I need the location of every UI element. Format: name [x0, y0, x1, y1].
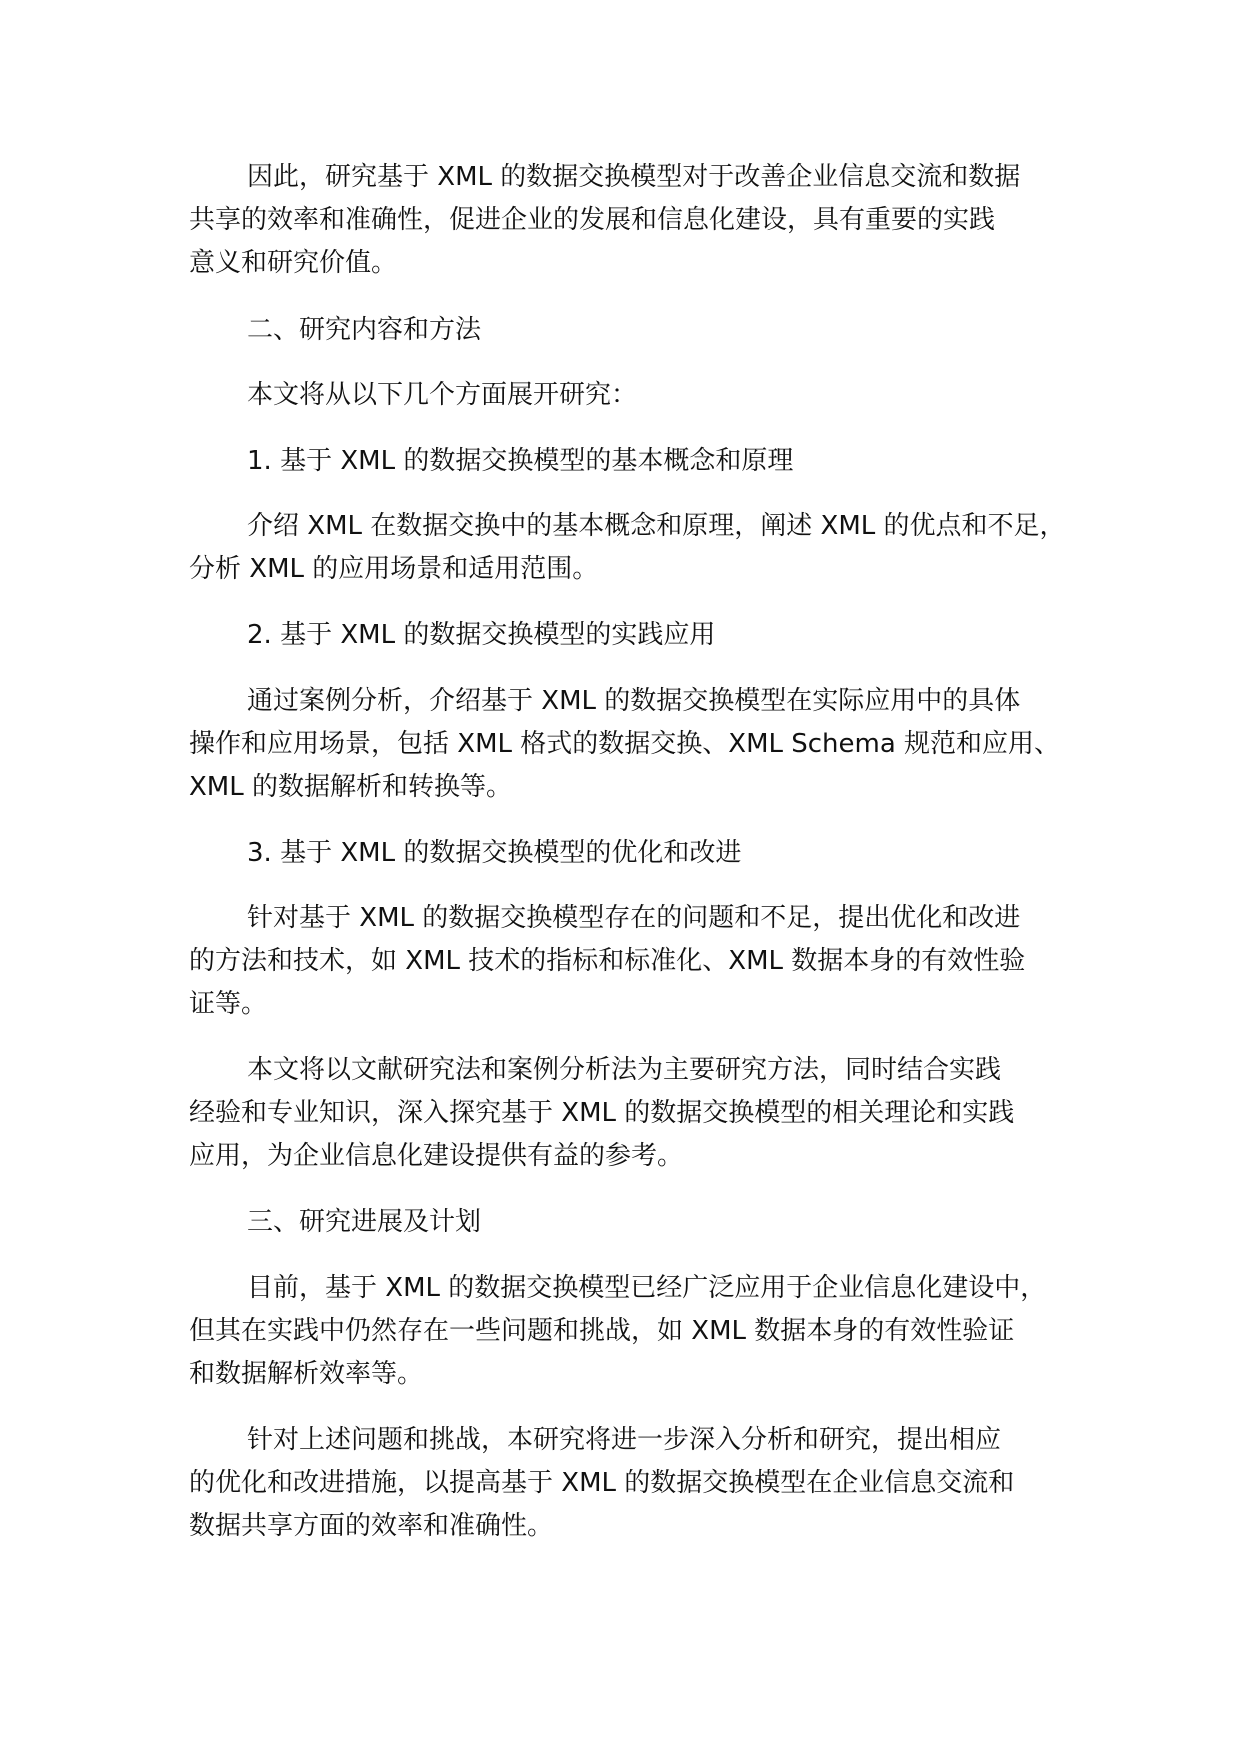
paragraph-line: 针对基于 XML 的数据交换模型存在的问题和不足，提出优化和改进 — [247, 903, 1021, 933]
paragraph-line: 应用，为企业信息化建设提供有益的参考。 — [189, 1141, 684, 1171]
paragraph-line: 本文将从以下几个方面展开研究： — [247, 380, 638, 410]
section-heading: 二、研究内容和方法 — [247, 315, 482, 345]
paragraph-line: 证等。 — [189, 989, 268, 1019]
paragraph-line: 分析 XML 的应用场景和适用范围。 — [189, 554, 599, 584]
paragraph-line: 针对上述问题和挑战，本研究将进一步深入分析和研究，提出相应 — [247, 1425, 1002, 1455]
paragraph-line: 因此，研究基于 XML 的数据交换模型对于改善企业信息交流和数据 — [247, 162, 1021, 192]
paragraph-line: 共享的效率和准确性，促进企业的发展和信息化建设，具有重要的实践 — [189, 205, 996, 235]
paragraph-line: 本文将以文献研究法和案例分析法为主要研究方法，同时结合实践 — [247, 1055, 1002, 1085]
paragraph-line: 的方法和技术，如 XML 技术的指标和标准化、XML 数据本身的有效性验 — [189, 946, 1026, 976]
paragraph-line: 和数据解析效率等。 — [189, 1359, 424, 1389]
paragraph-line: 操作和应用场景，包括 XML 格式的数据交换、XML Schema 规范和应用、 — [189, 729, 1061, 759]
subsection-heading: 3. 基于 XML 的数据交换模型的优化和改进 — [247, 838, 742, 868]
section-heading: 三、研究进展及计划 — [247, 1207, 482, 1237]
paragraph-line: 但其在实践中仍然存在一些问题和挑战，如 XML 数据本身的有效性验证 — [189, 1316, 1015, 1346]
paragraph-line: 经验和专业知识，深入探究基于 XML 的数据交换模型的相关理论和实践 — [189, 1098, 1015, 1128]
paragraph-line: 的优化和改进措施，以提高基于 XML 的数据交换模型在企业信息交流和 — [189, 1468, 1015, 1498]
paragraph-line: 数据共享方面的效率和准确性。 — [189, 1511, 554, 1541]
paragraph-line: 介绍 XML 在数据交换中的基本概念和原理，阐述 XML 的优点和不足， — [247, 511, 1066, 541]
paragraph-line: 目前，基于 XML 的数据交换模型已经广泛应用于企业信息化建设中， — [247, 1273, 1047, 1303]
paragraph-line: 通过案例分析，介绍基于 XML 的数据交换模型在实际应用中的具体 — [247, 686, 1021, 716]
paragraph-line: 意义和研究价值。 — [189, 248, 398, 278]
paragraph-line: XML 的数据解析和转换等。 — [189, 772, 512, 802]
subsection-heading: 2. 基于 XML 的数据交换模型的实践应用 — [247, 620, 716, 650]
subsection-heading: 1. 基于 XML 的数据交换模型的基本概念和原理 — [247, 446, 794, 476]
